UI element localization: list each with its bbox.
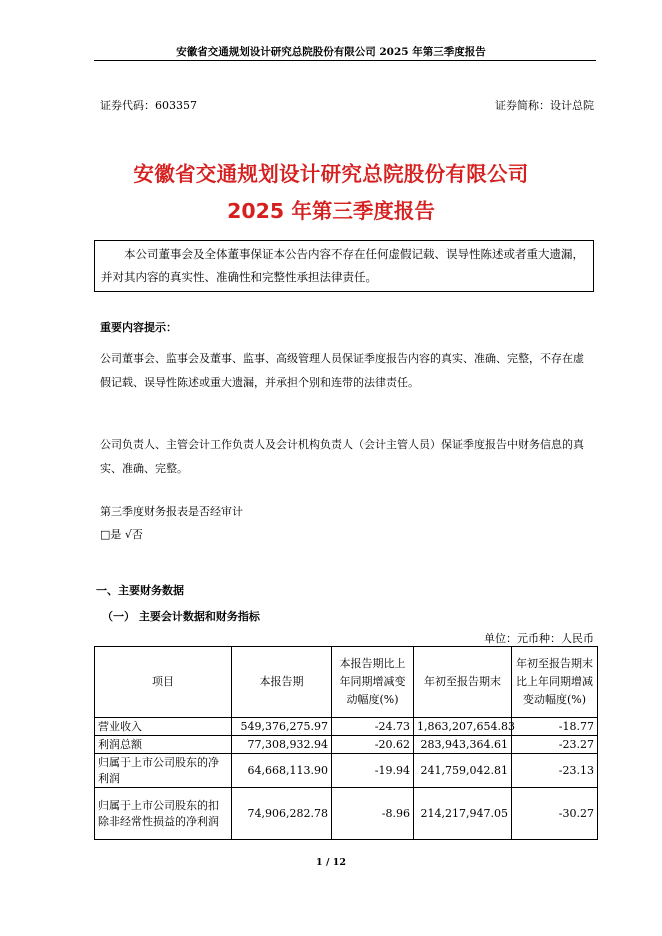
row-label: 利润总额 (95, 736, 232, 754)
cell-value: -19.94 (332, 754, 414, 788)
financial-info-paragraph: 公司负责人、主管会计工作负责人及会计机构负责人（会计主管人员）保证季度报告中财务信息的真实、准确、完整。 (100, 438, 584, 475)
column-header-ytd-change: 年初至报告期末比上年同期增减变动幅度(%) (512, 647, 598, 718)
table-row (95, 736, 598, 754)
financial-indicators-table (94, 646, 598, 840)
report-title-company: 安徽省交通规划设计研究总院股份有限公司 (133, 162, 529, 186)
column-header-current-change: 本报告期比上年同期增减变动幅度(%) (332, 647, 414, 718)
cell-value: 283,943,364.61 (414, 736, 512, 754)
section-heading: 一、主要财务数据 (96, 584, 184, 597)
header-divider (94, 60, 596, 61)
stock-code: 证券代码：603357 (100, 99, 197, 112)
cell-value: 64,668,113.90 (232, 754, 332, 788)
cell-value: -20.62 (332, 736, 414, 754)
subsection-heading: （一） 主要会计数据和财务指标 (102, 610, 260, 623)
column-header-ytd: 年初至报告期末 (414, 647, 512, 718)
board-statement-paragraph: 公司董事会、监事会及董事、监事、高级管理人员保证季度报告内容的真实、准确、完整，不存在虚假记载、误导性陈述或重大遗漏，并承担个别和连带的法律责任。 (100, 352, 584, 389)
cell-value: -8.96 (332, 788, 414, 840)
cell-value: 1,863,207,654.83 (414, 718, 512, 736)
cell-value: 241,759,042.81 (414, 754, 512, 788)
audit-question: 第三季度财务报表是否经审计 (100, 505, 243, 518)
report-title-period: 2025 年第三季度报告 (227, 199, 435, 223)
cell-value: -24.73 (332, 718, 414, 736)
currency-unit: 单位：元币种：人民币 (484, 632, 594, 645)
cell-value: 214,217,947.05 (414, 788, 512, 840)
row-label: 归属于上市公司股东的扣除非经常性损益的净利润 (95, 788, 232, 840)
cell-value: -18.77 (512, 718, 598, 736)
stock-abbreviation: 证券简称：设计总院 (495, 99, 594, 112)
row-label: 营业收入 (95, 718, 232, 736)
column-header-current-period: 本报告期 (232, 647, 332, 718)
audit-answer: □是 √否 (100, 528, 143, 541)
table-row (95, 788, 598, 840)
cell-value: -23.27 (512, 736, 598, 754)
running-header: 安徽省交通规划设计研究总院股份有限公司 2025 年第三季度报告 (176, 46, 486, 58)
table-header-row (95, 647, 598, 718)
cell-value: 77,308,932.94 (232, 736, 332, 754)
cell-value: 549,376,275.97 (232, 718, 332, 736)
cell-value: -23.13 (512, 754, 598, 788)
cell-value: -30.27 (512, 788, 598, 840)
table-row (95, 754, 598, 788)
table-row (95, 718, 598, 736)
row-label: 归属于上市公司股东的净利润 (95, 754, 232, 788)
cell-value: 74,906,282.78 (232, 788, 332, 840)
column-header-item: 项目 (95, 647, 232, 718)
important-heading: 重要内容提示： (100, 321, 177, 334)
board-guarantee-notice: 本公司董事会及全体董事保证本公告内容不存在任何虚假记载、误导性陈述或者重大遗漏，并对其内容的真实性、准确性和完整性承担法律责任。 (94, 240, 594, 292)
page-number: 1 / 12 (316, 857, 346, 868)
